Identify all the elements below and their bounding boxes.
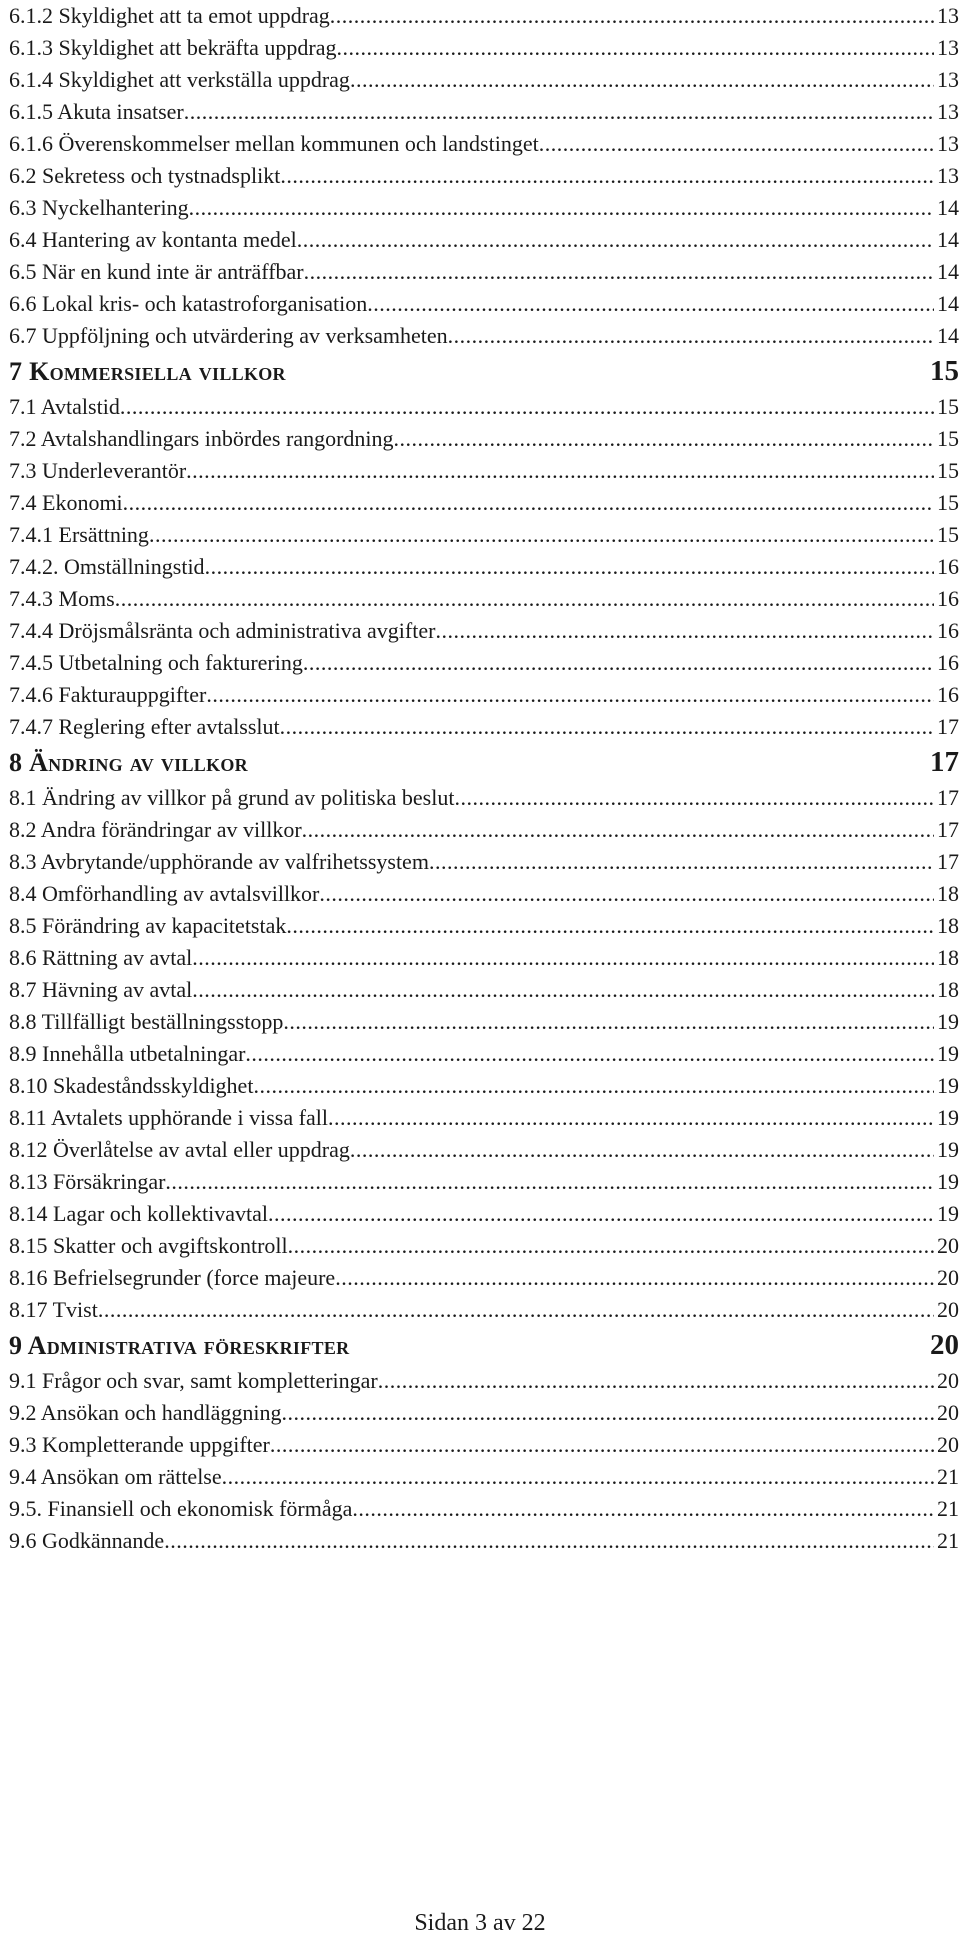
toc-entry[interactable] [9, 1230, 959, 1262]
dot-leader [297, 224, 934, 256]
toc-entry-page-number: 17 [937, 849, 959, 874]
toc-entry-title: 6.1.5 Akuta insatser [9, 99, 184, 124]
toc-entry-page-number: 17 [937, 714, 959, 739]
toc-heading[interactable] [9, 743, 959, 782]
toc-entry-title: 7.4 Ekonomi [9, 490, 123, 515]
toc-entry-title: 7.4.6 Fakturauppgifter [9, 682, 207, 707]
toc-entry-page-number: 19 [937, 1041, 959, 1066]
toc-entry-page-number: 16 [937, 554, 959, 579]
dot-leader [186, 455, 934, 487]
dot-leader [394, 423, 934, 455]
toc-entry-title: 6.1.4 Skyldighet att verkställa uppdrag [9, 67, 350, 92]
toc-entry-title: 7.4.2. Omställningstid [9, 554, 205, 579]
toc-entry-page-number: 20 [937, 1297, 959, 1322]
dot-leader [280, 711, 934, 743]
toc-heading[interactable] [9, 352, 959, 391]
dot-leader [189, 192, 934, 224]
toc-entry-title: 8.13 Försäkringar [9, 1169, 166, 1194]
dot-leader [222, 1461, 934, 1493]
dot-leader [330, 0, 934, 32]
dot-leader [253, 1070, 934, 1102]
toc-entry[interactable] [9, 160, 959, 192]
dot-leader [286, 910, 934, 942]
toc-entry-page-number: 19 [937, 1073, 959, 1098]
toc-entry-title: 6.3 Nyckelhantering [9, 195, 189, 220]
toc-entry-page-number: 13 [937, 35, 959, 60]
toc-entry-title: 6.4 Hantering av kontanta medel [9, 227, 297, 252]
toc-entry-title: 8.7 Hävning av avtal [9, 977, 193, 1002]
toc-entry-title: 7.2 Avtalshandlingars inbördes rangordning [9, 426, 394, 451]
dot-leader [123, 487, 934, 519]
toc-entry-page-number: 13 [937, 67, 959, 92]
dot-leader [120, 391, 934, 423]
toc-entry-title: 9.3 Kompletterande uppgifter [9, 1432, 270, 1457]
toc-entry-page-number: 15 [937, 394, 959, 419]
toc-entry-page-number: 15 [937, 458, 959, 483]
dot-leader [270, 1429, 934, 1461]
toc-entry[interactable] [9, 1134, 959, 1166]
dot-leader [448, 320, 934, 352]
dot-leader [115, 583, 934, 615]
toc-entry-title: 8.2 Andra förändringar av villkor [9, 817, 302, 842]
toc-entry[interactable] [9, 1365, 959, 1397]
dot-leader [539, 128, 934, 160]
dot-leader [268, 1198, 934, 1230]
dot-leader [98, 1294, 934, 1326]
toc-entry[interactable] [9, 0, 959, 32]
toc-entry[interactable] [9, 814, 959, 846]
toc-entry-page-number: 19 [937, 1105, 959, 1130]
toc-entry-page-number: 17 [937, 817, 959, 842]
toc-entry-title: 8.14 Lagar och kollektivavtal [9, 1201, 269, 1226]
toc-entry-title: 8.6 Rättning av avtal [9, 945, 193, 970]
toc-entry-title: 6.1.2 Skyldighet att ta emot uppdrag [9, 3, 330, 28]
toc-entry-title: 8.15 Skatter och avgiftskontroll [9, 1233, 288, 1258]
toc-entry-page-number: 21 [937, 1528, 959, 1553]
toc-entry-page-number: 15 [937, 522, 959, 547]
toc-entry[interactable] [9, 1038, 959, 1070]
toc-entry-page-number: 15 [937, 426, 959, 451]
dot-leader [149, 519, 934, 551]
toc-entry-page-number: 20 [937, 1233, 959, 1258]
dot-leader [282, 1397, 934, 1429]
toc-heading[interactable] [9, 1326, 959, 1365]
toc-entry-title: 8.3 Avbrytande/upphörande av valfrihetssystem [9, 849, 429, 874]
toc-entry-page-number: 14 [937, 323, 959, 348]
toc-entry-title: 7.4.1 Ersättning [9, 522, 149, 547]
toc-entry[interactable] [9, 551, 959, 583]
toc-entry-page-number: 14 [937, 227, 959, 252]
toc-entry-title: 7.4.4 Dröjsmålsränta och administrativa avgifter [9, 618, 436, 643]
dot-leader [206, 679, 934, 711]
toc-entry-page-number: 20 [937, 1432, 959, 1457]
toc-entry-page-number: 17 [930, 746, 959, 778]
dot-leader [164, 1525, 934, 1557]
toc-entry[interactable] [9, 1006, 959, 1038]
toc-entry[interactable] [9, 1166, 959, 1198]
toc-entry-title: 7.1 Avtalstid [9, 394, 120, 419]
dot-leader [184, 96, 934, 128]
toc-entry[interactable] [9, 455, 959, 487]
toc-entry[interactable] [9, 679, 959, 711]
toc-entry[interactable] [9, 942, 959, 974]
dot-leader [283, 1006, 934, 1038]
toc-entry-title: 6.1.3 Skyldighet att bekräfta uppdrag [9, 35, 337, 60]
toc-entry[interactable] [9, 423, 959, 455]
toc-entry-page-number: 16 [937, 586, 959, 611]
toc-entry-page-number: 20 [930, 1329, 959, 1361]
dot-leader [302, 814, 934, 846]
toc-entry-page-number: 14 [937, 195, 959, 220]
toc-entry-page-number: 19 [937, 1137, 959, 1162]
toc-entry-title: 7 Kommersiella villkor [9, 357, 286, 386]
toc-entry-page-number: 18 [937, 977, 959, 1002]
toc-entry-page-number: 19 [937, 1009, 959, 1034]
dot-leader [280, 160, 934, 192]
toc-entry-title: 8.11 Avtalets upphörande i vissa fall [9, 1105, 328, 1130]
toc-entry[interactable] [9, 1294, 959, 1326]
toc-entry-page-number: 16 [937, 618, 959, 643]
toc-entry-page-number: 13 [937, 163, 959, 188]
dot-leader [303, 647, 934, 679]
toc-entry-title: 8.10 Skadeståndsskyldighet [9, 1073, 254, 1098]
toc-entry-title: 9.1 Frågor och svar, samt kompletteringar [9, 1368, 378, 1393]
toc-entry-title: 8.12 Överlåtelse av avtal eller uppdrag [9, 1137, 350, 1162]
toc-entry-page-number: 19 [937, 1169, 959, 1194]
toc-entry[interactable] [9, 288, 959, 320]
toc-entry-page-number: 16 [937, 650, 959, 675]
toc-entry[interactable] [9, 878, 959, 910]
toc-entry-title: 9.6 Godkännande [9, 1528, 165, 1553]
toc-entry[interactable] [9, 782, 959, 814]
toc-entry-title: 9 Administrativa föreskrifter [9, 1331, 350, 1360]
dot-leader [304, 256, 934, 288]
toc-entry-page-number: 19 [937, 1201, 959, 1226]
dot-leader [205, 551, 934, 583]
toc-entry[interactable] [9, 1397, 959, 1429]
toc-entry[interactable] [9, 519, 959, 551]
toc-entry[interactable] [9, 846, 959, 878]
toc-entry[interactable] [9, 1198, 959, 1230]
toc-entry[interactable] [9, 1070, 959, 1102]
toc-entry-title: 8 Ändring av villkor [9, 748, 248, 777]
dot-leader [335, 1262, 934, 1294]
toc-entry[interactable] [9, 615, 959, 647]
toc-entry[interactable] [9, 1429, 959, 1461]
toc-entry[interactable] [9, 1102, 959, 1134]
toc-entry-page-number: 17 [937, 785, 959, 810]
toc-entry-page-number: 14 [937, 259, 959, 284]
toc-entry-title: 7.4.5 Utbetalning och fakturering [9, 650, 303, 675]
toc-entry-title: 8.1 Ändring av villkor på grund av politiska beslut [9, 785, 455, 810]
toc-entry-page-number: 18 [937, 945, 959, 970]
toc-entry[interactable] [9, 192, 959, 224]
dot-leader [367, 288, 934, 320]
toc-entry[interactable] [9, 974, 959, 1006]
toc-entry-title: 6.7 Uppföljning och utvärdering av verksamheten [9, 323, 448, 348]
toc-entry[interactable] [9, 1493, 959, 1525]
dot-leader [165, 1166, 934, 1198]
toc-entry-page-number: 20 [937, 1368, 959, 1393]
toc-entry-page-number: 20 [937, 1400, 959, 1425]
toc-entry[interactable] [9, 647, 959, 679]
toc-entry-title: 8.9 Innehålla utbetalningar [9, 1041, 246, 1066]
dot-leader [328, 1102, 934, 1134]
toc-entry-page-number: 13 [937, 3, 959, 28]
toc-entry-page-number: 13 [937, 99, 959, 124]
toc-entry-title: 8.5 Förändring av kapacitetstak [9, 913, 287, 938]
toc-entry-title: 9.4 Ansökan om rättelse [9, 1464, 222, 1489]
dot-leader [378, 1365, 934, 1397]
toc-entry[interactable] [9, 487, 959, 519]
toc-entry-title: 9.5. Finansiell och ekonomisk förmåga [9, 1496, 353, 1521]
toc-entry-title: 6.1.6 Överenskommelser mellan kommunen och landstinget [9, 131, 539, 156]
toc-entry-title: 8.8 Tillfälligt beställningsstopp [9, 1009, 284, 1034]
dot-leader [245, 1038, 934, 1070]
toc-entry-page-number: 20 [937, 1265, 959, 1290]
toc-entry-page-number: 15 [930, 355, 959, 387]
toc-entry[interactable] [9, 711, 959, 743]
dot-leader [336, 32, 934, 64]
dot-leader [429, 846, 934, 878]
dot-leader [192, 974, 934, 1006]
toc-entry-page-number: 14 [937, 291, 959, 316]
page-footer: Sidan 3 av 22 [414, 1910, 546, 1936]
dot-leader [288, 1230, 934, 1262]
toc-entry[interactable] [9, 96, 959, 128]
dot-leader [454, 782, 934, 814]
toc-entry[interactable] [9, 910, 959, 942]
toc-entry-page-number: 18 [937, 913, 959, 938]
toc-entry-title: 7.4.3 Moms [9, 586, 115, 611]
toc-entry-title: 9.2 Ansökan och handläggning [9, 1400, 282, 1425]
toc-entry-page-number: 13 [937, 131, 959, 156]
toc-entry-title: 8.17 Tvist [9, 1297, 98, 1322]
dot-leader [435, 615, 934, 647]
toc-entry[interactable] [9, 256, 959, 288]
toc-entry[interactable] [9, 32, 959, 64]
toc-entry-page-number: 15 [937, 490, 959, 515]
toc-entry-page-number: 16 [937, 682, 959, 707]
toc-entry-title: 6.5 När en kund inte är anträffbar [9, 259, 304, 284]
toc-entry[interactable] [9, 224, 959, 256]
toc-entry[interactable] [9, 1461, 959, 1493]
toc-entry-page-number: 21 [937, 1496, 959, 1521]
toc-entry-title: 8.4 Omförhandling av avtalsvillkor [9, 881, 320, 906]
dot-leader [350, 1134, 934, 1166]
toc-entry[interactable] [9, 583, 959, 615]
dot-leader [350, 64, 934, 96]
toc-entry[interactable] [9, 391, 959, 423]
toc-entry[interactable] [9, 128, 959, 160]
table-of-contents [9, 0, 959, 1557]
toc-entry-title: 6.6 Lokal kris- och katastroforganisation [9, 291, 368, 316]
dot-leader [352, 1493, 934, 1525]
dot-leader [319, 878, 934, 910]
toc-entry-title: 8.16 Befrielsegrunder (force majeure [9, 1265, 336, 1290]
toc-entry[interactable] [9, 64, 959, 96]
toc-entry-title: 7.3 Underleverantör [9, 458, 187, 483]
toc-entry[interactable] [9, 320, 959, 352]
toc-entry-page-number: 18 [937, 881, 959, 906]
toc-entry-title: 6.2 Sekretess och tystnadsplikt [9, 163, 281, 188]
toc-entry[interactable] [9, 1262, 959, 1294]
toc-entry[interactable] [9, 1525, 959, 1557]
toc-entry-page-number: 21 [937, 1464, 959, 1489]
dot-leader [192, 942, 934, 974]
toc-entry-title: 7.4.7 Reglering efter avtalsslut [9, 714, 280, 739]
